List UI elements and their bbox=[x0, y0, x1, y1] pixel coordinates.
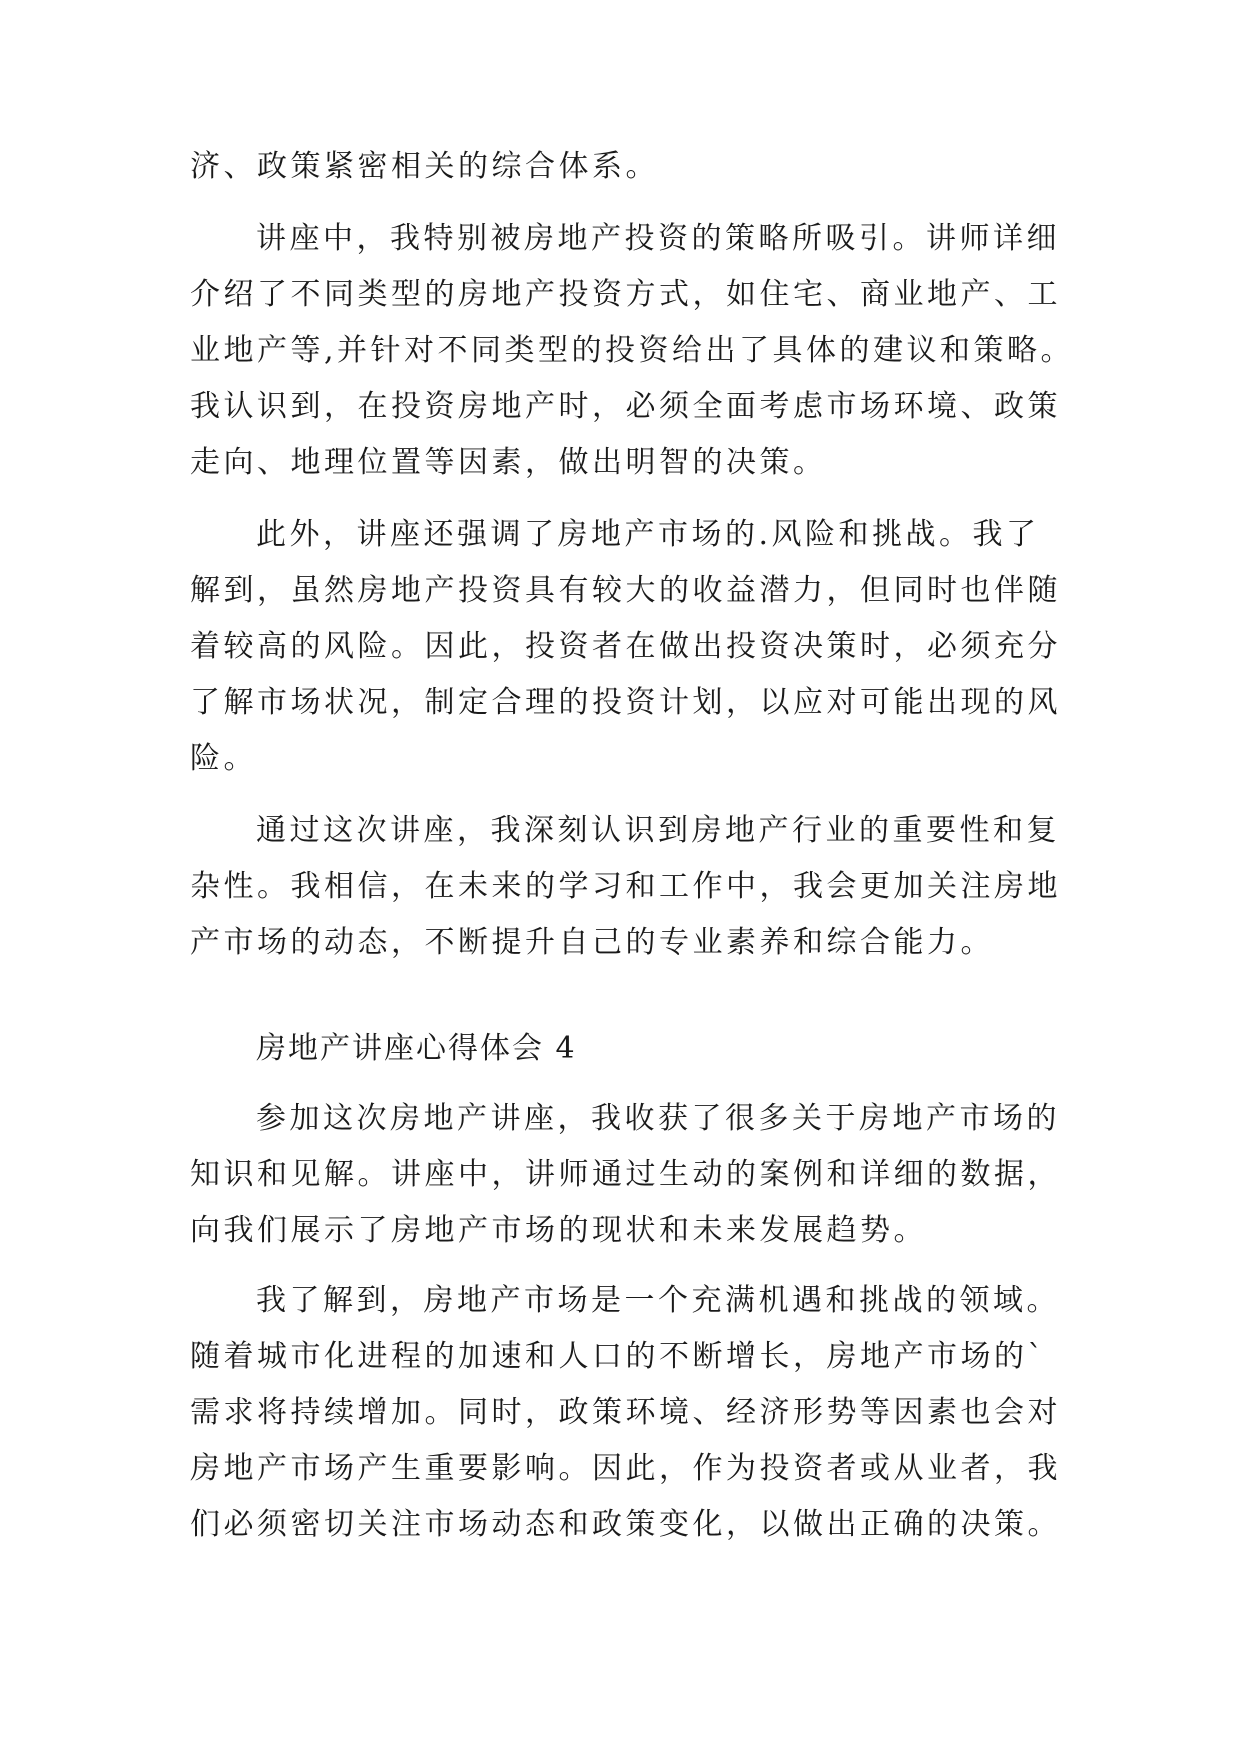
paragraph-first-line: 参加这次房地产讲座，我收获了很多关于房地产市场的 bbox=[256, 1101, 1060, 1136]
paragraph-first-line: 此外，讲座还强调了房地产市场的.风险和挑战。我了 bbox=[256, 517, 1040, 552]
text-line: 知识和见解。讲座中，讲师通过生动的案例和详细的数据， bbox=[190, 1157, 1061, 1192]
text-line: 们必须密切关注市场动态和政策变化，以做出正确的决策。 bbox=[190, 1507, 1061, 1542]
paragraph-first-line: 通过这次讲座，我深刻认识到房地产行业的重要性和复 bbox=[256, 813, 1060, 848]
text-line: 房地产市场产生重要影响。因此，作为投资者或从业者，我 bbox=[190, 1451, 1061, 1486]
text-line: 业地产等,并针对不同类型的投资给出了具体的建议和策略。 bbox=[190, 333, 1075, 368]
text-line: 险。 bbox=[190, 741, 257, 776]
text-line: 随着城市化进程的加速和人口的不断增长，房地产市场的` bbox=[190, 1339, 1046, 1374]
text-line: 了解市场状况，制定合理的投资计划，以应对可能出现的风 bbox=[190, 685, 1061, 720]
paragraph-first-line: 讲座中，我特别被房地产投资的策略所吸引。讲师详细 bbox=[256, 221, 1060, 256]
text-line: 介绍了不同类型的房地产投资方式，如住宅、商业地产、工 bbox=[190, 277, 1061, 312]
text-line: 济、政策紧密相关的综合体系。 bbox=[190, 149, 659, 184]
text-line: 我认识到，在投资房地产时，必须全面考虑市场环境、政策 bbox=[190, 389, 1061, 424]
text-line: 着较高的风险。因此，投资者在做出投资决策时，必须充分 bbox=[190, 629, 1061, 664]
text-line: 走向、地理位置等因素，做出明智的决策。 bbox=[190, 445, 827, 480]
text-line: 解到，虽然房地产投资具有较大的收益潜力，但同时也伴随 bbox=[190, 573, 1061, 608]
section-heading: 房地产讲座心得体会 4 bbox=[256, 1031, 577, 1066]
text-line: 需求将持续增加。同时，政策环境、经济形势等因素也会对 bbox=[190, 1395, 1061, 1430]
paragraph-first-line: 我了解到，房地产市场是一个充满机遇和挑战的领域。 bbox=[256, 1283, 1060, 1318]
text-line: 向我们展示了房地产市场的现状和未来发展趋势。 bbox=[190, 1213, 927, 1248]
text-line: 杂性。我相信，在未来的学习和工作中，我会更加关注房地 bbox=[190, 869, 1061, 904]
text-line: 产市场的动态，不断提升自己的专业素养和综合能力。 bbox=[190, 925, 994, 960]
